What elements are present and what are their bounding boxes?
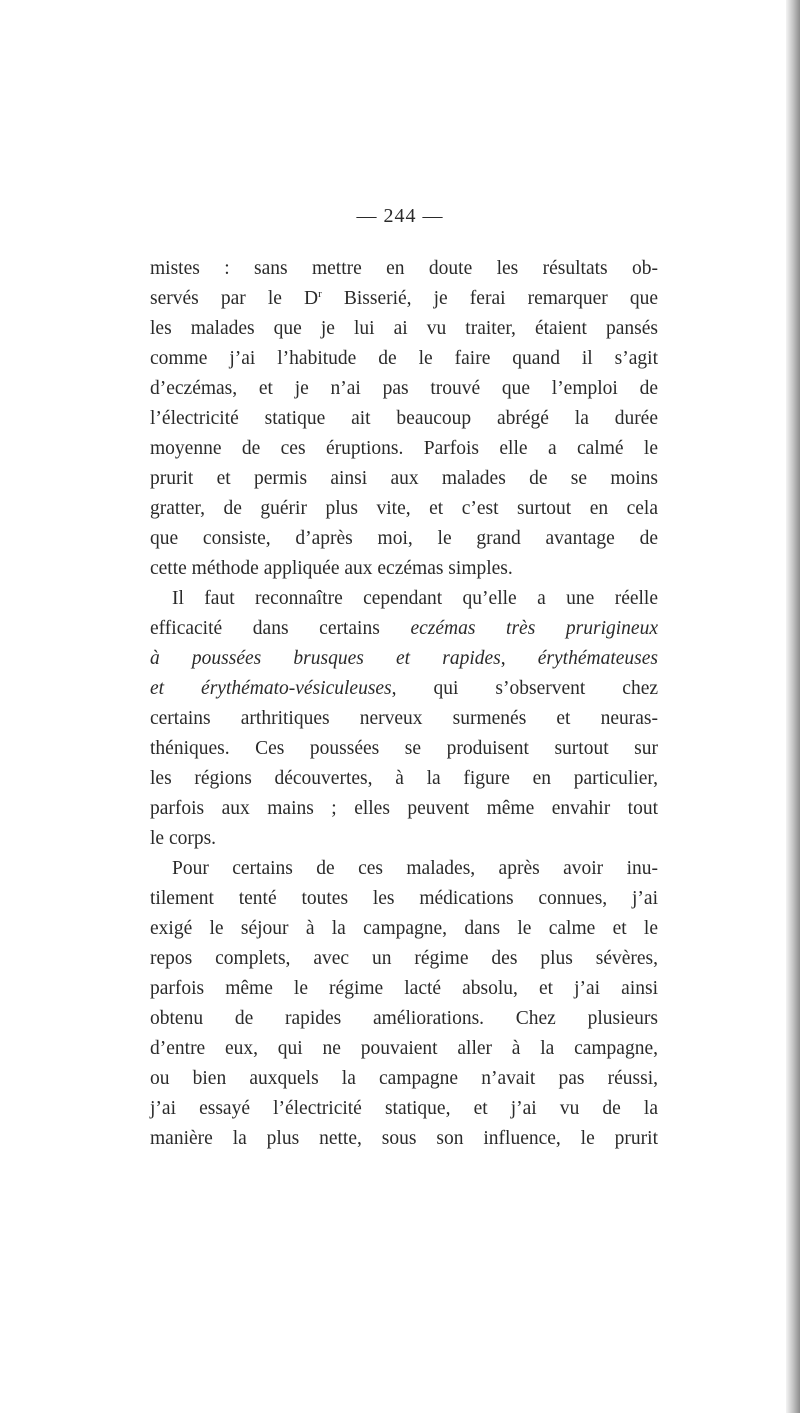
- text-line: d’entre eux, qui ne pouvaient aller à la campagne,: [150, 1038, 658, 1059]
- text-line: tilement tenté toutes les médications connues, j’ai: [150, 888, 658, 909]
- text-line: comme j’ai l’habitude de le faire quand il s’agit: [150, 348, 658, 369]
- text-line: théniques. Ces poussées se produisent surtout sur: [150, 738, 658, 759]
- text-line: ou bien auxquels la campagne n’avait pas réussi,: [150, 1068, 658, 1089]
- text-line: d’eczémas, et je n’ai pas trouvé que l’emploi de: [150, 378, 658, 399]
- text-line: repos complets, avec un régime des plus sévères,: [150, 948, 658, 969]
- text-line: moyenne de ces éruptions. Parfois elle a calmé le: [150, 438, 658, 459]
- text-line: mistes : sans mettre en doute les résultats ob-: [150, 258, 658, 279]
- text-line: que consiste, d’après moi, le grand avantage de: [150, 528, 658, 549]
- text-line: parfois même le régime lacté absolu, et j’ai ainsi: [150, 978, 658, 999]
- text-line: efficacité dans certains eczémas très prurigineux: [150, 618, 658, 639]
- text-line: cette méthode appliquée aux eczémas simples.: [150, 558, 513, 579]
- page-number: — 244 —: [356, 205, 444, 227]
- text-line: exigé le séjour à la campagne, dans le calme et le: [150, 918, 658, 939]
- text-line: les régions découvertes, à la figure en particulier,: [150, 768, 658, 789]
- text-line: Pour certains de ces malades, après avoir inu-: [172, 858, 658, 879]
- text-line: parfois aux mains ; elles peuvent même envahir tout: [150, 798, 658, 819]
- text-line: les malades que je lui ai vu traiter, étaient pansés: [150, 318, 658, 339]
- text-line: prurit et permis ainsi aux malades de se moins: [150, 468, 658, 489]
- text-line: obtenu de rapides améliorations. Chez plusieurs: [150, 1008, 658, 1029]
- text-line: gratter, de guérir plus vite, et c’est surtout en cela: [150, 498, 658, 519]
- text-line: certains arthritiques nerveux surmenés et neuras-: [150, 708, 658, 729]
- text-line: à poussées brusques et rapides, érythémateuses: [150, 648, 658, 669]
- text-line: l’électricité statique ait beaucoup abrégé la durée: [150, 408, 658, 429]
- text-line: servés par le $D^r$ Bisserié, je ferai remarquer que: [150, 288, 658, 309]
- text-line: j’ai essayé l’électricité statique, et j’ai vu de la: [150, 1098, 658, 1119]
- text-line: manière la plus nette, sous son influence, le prurit: [150, 1128, 658, 1149]
- body-text: [150, 254, 658, 1154]
- text-line: le corps.: [150, 828, 217, 849]
- text-line: et érythémato-vésiculeuses, qui s’observent chez: [150, 678, 658, 699]
- text-line: Il faut reconnaître cependant qu’elle a une réelle: [172, 588, 658, 609]
